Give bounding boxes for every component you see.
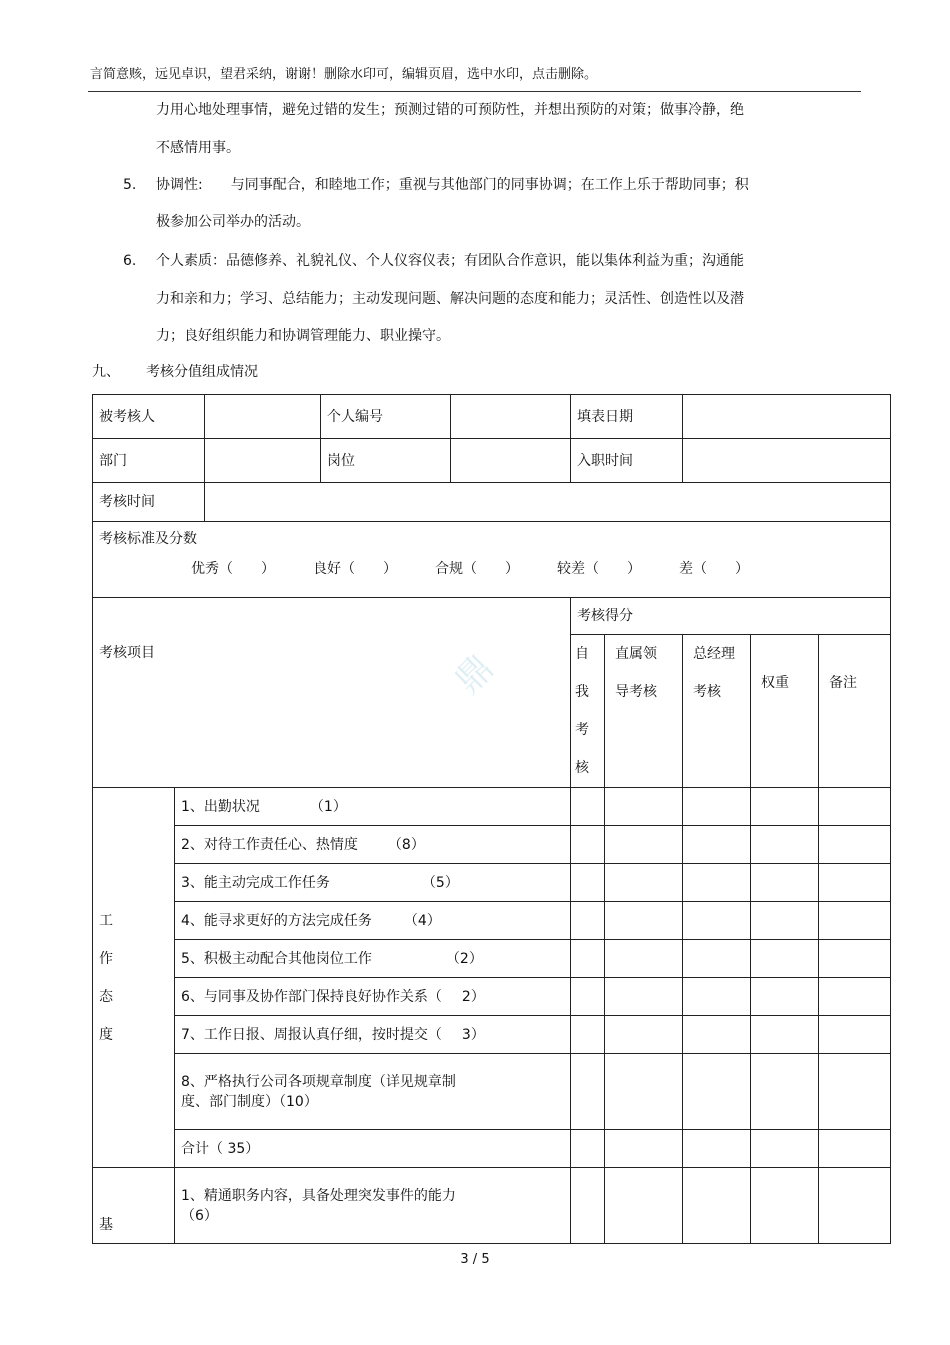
grade-good[interactable]: 良好（ ） [313,561,397,577]
attitude-item: 7、工作日报、周报认真仔细，按时提交（ 3） [175,1016,571,1054]
paragraph-line: 力用心地处理事情，避免过错的发生；预测过错的可预防性，并想出预防的对策；做事冷静，绝 [156,102,744,118]
grade-poor[interactable]: 较差（ ） [557,561,641,577]
self-score-cell[interactable] [571,1168,605,1244]
remarks-cell[interactable] [819,788,891,826]
attitude-item: 2、对待工作责任心、热情度 （8） [175,826,571,864]
section-title: 考核分值组成情况 [146,364,258,380]
header-line: 直属领 [615,646,657,662]
header-rule [88,91,861,92]
supervisor-score-cell[interactable] [605,940,683,978]
supervisor-review-header [605,635,683,788]
weight-cell[interactable] [751,788,819,826]
remarks-cell[interactable] [819,978,891,1016]
gm-score-cell[interactable] [683,864,751,902]
entry-date-field[interactable] [683,439,891,483]
attitude-item: 4、能寻求更好的方法完成任务 （4） [175,902,571,940]
attitude-item [175,1054,571,1130]
remarks-cell[interactable] [819,1168,891,1244]
supervisor-score-cell[interactable] [605,864,683,902]
attitude-total: 合计（ 35） [175,1130,571,1168]
weight-cell[interactable] [751,940,819,978]
header-char: 考 [575,722,589,738]
weight-cell[interactable] [751,826,819,864]
grade-options [99,550,884,584]
gm-score-cell[interactable] [683,1130,751,1168]
examinee-label: 被考核人 [93,395,205,439]
header-line: 考核 [693,684,721,700]
paragraph-line: 极参加公司举办的活动。 [156,214,310,230]
item-line: 度、部门制度）（10） [181,1093,318,1110]
standard-cell [93,522,891,598]
attitude-item: 3、能主动完成工作任务 （5） [175,864,571,902]
grade-compliant[interactable]: 合规（ ） [435,561,519,577]
self-score-cell[interactable] [571,940,605,978]
self-score-cell[interactable] [571,864,605,902]
attitude-item: 6、与同事及协作部门保持良好协作关系（ 2） [175,978,571,1016]
supervisor-score-cell[interactable] [605,902,683,940]
supervisor-score-cell[interactable] [605,1016,683,1054]
examinee-field[interactable] [205,395,321,439]
personal-id-field[interactable] [451,395,571,439]
position-label: 岗位 [321,439,451,483]
paragraph-line: 个人素质：品德修养、礼貌礼仪、个人仪容仪表；有团队合作意识，能以集体利益为重；沟通能 [156,253,744,269]
list-number: 5. [123,177,137,193]
supervisor-score-cell[interactable] [605,978,683,1016]
remarks-cell[interactable] [819,902,891,940]
page-number: 3 / 5 [460,1252,490,1267]
remarks-header [819,635,891,788]
weight-cell[interactable] [751,978,819,1016]
self-review-header [571,635,605,788]
grade-bad[interactable]: 差（ ） [679,561,749,577]
header-line: 备注 [829,675,857,691]
self-score-cell[interactable] [571,1054,605,1130]
score-header: 考核得分 [571,598,891,635]
weight-cell[interactable] [751,1054,819,1130]
header-char: 我 [575,684,589,700]
gm-score-cell[interactable] [683,1168,751,1244]
position-field[interactable] [451,439,571,483]
header-line: 总经理 [693,646,735,662]
self-score-cell[interactable] [571,1016,605,1054]
self-score-cell[interactable] [571,826,605,864]
category-char: 作 [99,950,113,967]
gm-score-cell[interactable] [683,826,751,864]
remarks-cell[interactable] [819,940,891,978]
attitude-item: 5、积极主动配合其他岗位工作 （2） [175,940,571,978]
weight-header [751,635,819,788]
remarks-cell[interactable] [819,1130,891,1168]
supervisor-score-cell[interactable] [605,1168,683,1244]
gm-score-cell[interactable] [683,788,751,826]
remarks-cell[interactable] [819,1054,891,1130]
item-line: 8、严格执行公司各项规章制度（详见规章制 [181,1073,456,1090]
weight-cell[interactable] [751,1130,819,1168]
entry-date-label: 入职时间 [571,439,683,483]
fill-date-field[interactable] [683,395,891,439]
paragraph-line: 力；良好组织能力和协调管理能力、职业操守。 [156,328,450,344]
item-line: 1、精通职务内容，具备处理突发事件的能力 [181,1187,456,1204]
paragraph-line: 力和亲和力；学习、总结能力；主动发现问题、解决问题的态度和能力；灵活性、创造性以及潜 [156,291,744,307]
self-score-cell[interactable] [571,902,605,940]
basic-item [175,1168,571,1244]
supervisor-score-cell[interactable] [605,788,683,826]
section-number: 九、 [92,364,120,380]
remarks-cell[interactable] [819,826,891,864]
personal-id-label: 个人编号 [321,395,451,439]
watermark[interactable]: 鼎 [447,647,502,702]
remarks-cell[interactable] [819,864,891,902]
item-header: 考核项目 [93,598,571,788]
remarks-cell[interactable] [819,1016,891,1054]
list-number: 6. [123,253,137,269]
paragraph-line: 协调性: 与同事配合，和睦地工作；重视与其他部门的同事协调；在工作上乐于帮助同事；积 [156,177,749,193]
exam-time-label: 考核时间 [93,483,205,522]
gm-review-header [683,635,751,788]
work-attitude-category [93,788,175,1168]
weight-cell[interactable] [751,1016,819,1054]
gm-score-cell[interactable] [683,902,751,940]
self-score-cell[interactable] [571,978,605,1016]
weight-cell[interactable] [751,1168,819,1244]
header-char: 自 [575,646,589,662]
weight-cell[interactable] [751,902,819,940]
item-line: （6） [181,1207,218,1224]
gm-score-cell[interactable] [683,978,751,1016]
department-label: 部门 [93,439,205,483]
gm-score-cell[interactable] [683,1054,751,1130]
department-field[interactable] [205,439,321,483]
gm-score-cell[interactable] [683,1016,751,1054]
fill-date-label: 填表日期 [571,395,683,439]
attitude-item: 1、出勤状况 （1） [175,788,571,826]
supervisor-score-cell[interactable] [605,1054,683,1130]
category-char: 工 [99,912,113,929]
self-score-cell[interactable] [571,1130,605,1168]
section-heading [92,362,258,382]
supervisor-score-cell[interactable] [605,1130,683,1168]
weight-cell[interactable] [751,864,819,902]
category-char: 态 [99,988,113,1005]
assessment-table [92,394,891,1244]
gm-score-cell[interactable] [683,940,751,978]
category-char: 度 [99,1026,113,1043]
basic-category: 基 [93,1168,175,1244]
self-score-cell[interactable] [571,788,605,826]
grade-excellent[interactable]: 优秀（ ） [191,561,275,577]
header-char: 核 [575,760,589,776]
paragraph-line: 不感情用事。 [156,140,240,156]
header-line: 权重 [761,675,789,691]
supervisor-score-cell[interactable] [605,826,683,864]
exam-time-field[interactable] [205,483,891,522]
page-header: 言简意赅，远见卓识，望君采纳，谢谢！删除水印可，编辑页眉，选中水印，点击删除。 [90,67,598,82]
standard-label: 考核标准及分数 [99,531,197,547]
header-line: 导考核 [615,684,657,700]
